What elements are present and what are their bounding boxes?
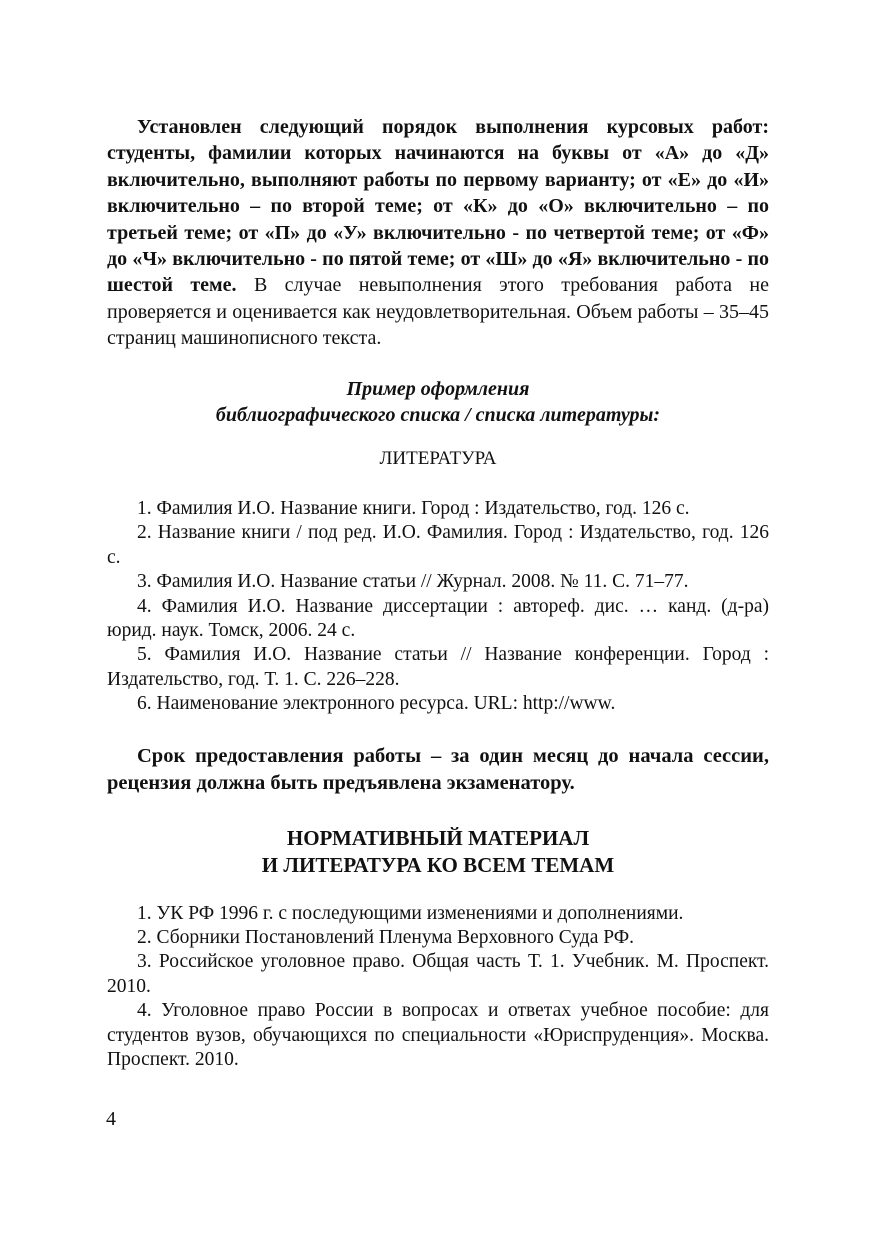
page-number: 4 — [106, 1108, 116, 1130]
page-content — [107, 114, 769, 1072]
intro-bold-text: Установлен следующий порядок выполнения курсовых работ: студенты, фамилии которых начинаются на буквы от «А» до «Д» включительно, выполняют работы по первому варианту; от «Е» до «И» включительно – по второй теме; от «К» до «О» включительно – по третьей теме; от «П» до «У» включительно - по четвертой теме; от «Ф» до «Ч» включительно - по пятой теме; от «Ш» до «Я» включительно - по шестой теме. — [107, 116, 769, 297]
bibliography-list — [107, 497, 769, 717]
literature-title: ЛИТЕРАТУРА — [379, 448, 497, 470]
normative-item: 3. Российское уголовное право. Общая часть Т. 1. Учебник. М. Проспект. 2010. — [107, 951, 769, 997]
bibliography-item: 3. Фамилия И.О. Название статьи // Журнал. 2008. № 11. С. 71–77. — [137, 571, 689, 593]
section-heading-line1: НОРМАТИВНЫЙ МАТЕРИАЛ — [286, 825, 590, 850]
example-heading — [107, 376, 769, 429]
section-heading-line2: И ЛИТЕРАТУРА КО ВСЕМ ТЕМАМ — [261, 852, 615, 877]
example-heading-line1: Пример оформления — [346, 377, 530, 400]
bibliography-item: 4. Фамилия И.О. Название диссертации : автореф. дис. … канд. (д-ра) юрид. наук. Томск, 2006. 24 с. — [107, 595, 769, 641]
deadline-paragraph: Срок предоставления работы – за один месяц до начала сессии, рецензия должна быть предъявлена экзаменатору. — [107, 744, 769, 794]
section-heading — [107, 825, 769, 879]
bibliography-item: 1. Фамилия И.О. Название книги. Город : Издательство, год. 126 с. — [137, 497, 690, 519]
intro-normal-text: В случае невыполнения этого требования работа не проверяется и оценивается как неудовлетворительная. Объем работы – 35–45 страниц машинописного текста. — [107, 274, 769, 350]
normative-list — [107, 902, 769, 1073]
normative-item: 2. Сборники Постановлений Пленума Верховного Суда РФ. — [137, 926, 635, 948]
normative-item: 4. Уголовное право России в вопросах и ответах учебное пособие: для студентов вузов, обучающихся по специальности «Юриспруденция». Москва. Проспект. 2010. — [107, 1000, 769, 1070]
bibliography-item: 5. Фамилия И.О. Название статьи // Название конференции. Город : Издательство, год. Т. 1. С. 226–228. — [107, 644, 769, 690]
example-heading-line2: библиографического списка / списка литературы: — [215, 404, 661, 427]
bibliography-item: 6. Наименование электронного ресурса. URL: http://www. — [137, 693, 616, 715]
intro-paragraph — [107, 114, 769, 352]
bibliography-item: 2. Название книги / под ред. И.О. Фамилия. Город : Издательство, год. 126 с. — [107, 522, 769, 568]
normative-item: 1. УК РФ 1996 г. с последующими изменениями и дополнениями. — [137, 902, 684, 924]
